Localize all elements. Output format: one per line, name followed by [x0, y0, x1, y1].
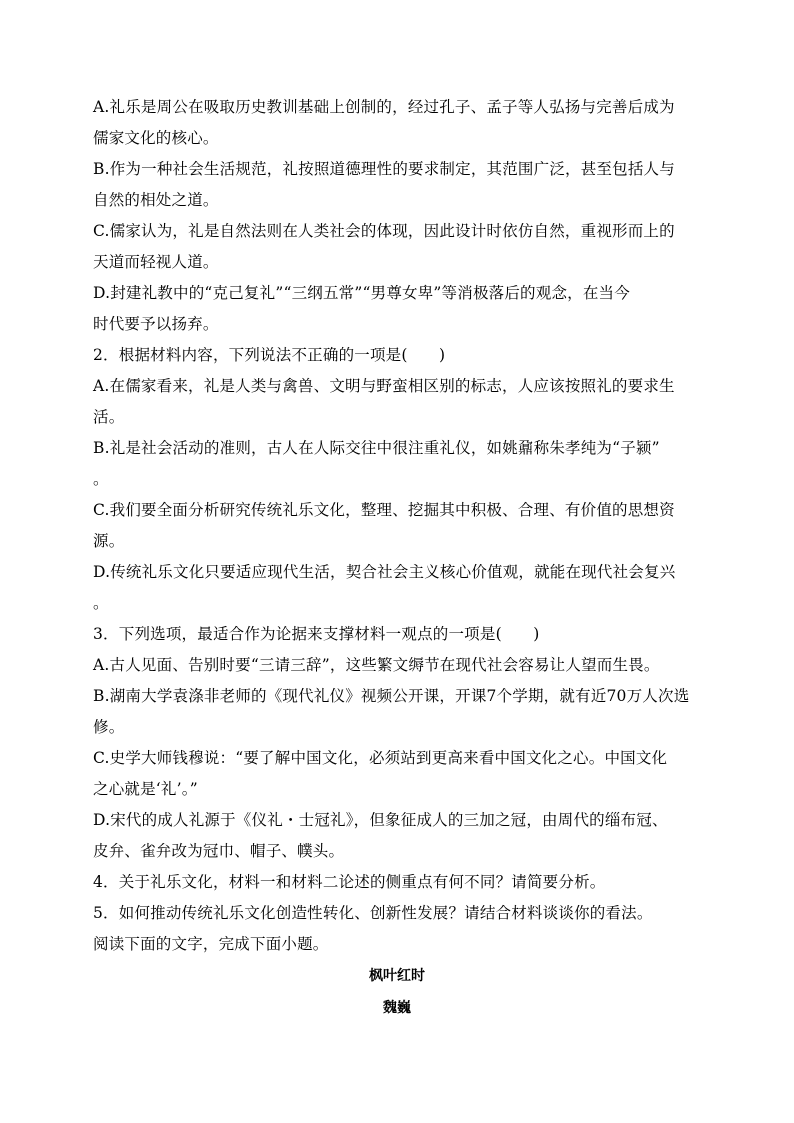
question-3-stem: 3．下列选项，最适合作为论据来支撑材料一观点的一项是( ): [93, 625, 540, 643]
text-line: A.礼乐是周公在吸取历史教训基础上创制的，经过孔子、孟子等人弘扬与完善后成为: [93, 98, 675, 116]
text-line: C.我们要全面分析研究传统礼乐文化，整理、挖掘其中积极、合理、有价值的思想资: [93, 501, 675, 519]
article-title: 枫叶红时: [369, 968, 425, 984]
text-line: 儒家文化的核心。: [93, 129, 219, 147]
text-line: D.封建礼教中的“克己复礼”“三纲五常”“男尊女卑”等消极落后的观念，在当今: [93, 284, 630, 302]
text-line: 修。: [93, 718, 125, 736]
question-5: 5．如何推动传统礼乐文化创造性转化、创新性发展？请结合材料谈谈你的看法。: [93, 904, 653, 922]
text-line: B.作为一种社会生活规范，礼按照道德理性的要求制定，其范围广泛，甚至包括人与: [93, 160, 675, 178]
text-line: 源。: [93, 532, 125, 550]
question-2-stem: 2．根据材料内容，下列说法不正确的一项是( ): [93, 346, 446, 364]
text-line: 之心就是‘礼’。”: [93, 780, 198, 798]
text-line: 。: [93, 470, 109, 488]
text-line: C.儒家认为，礼是自然法则在人类社会的体现，因此设计时依仿自然，重视形而上的: [93, 222, 675, 240]
text-line: 皮弁、雀弁改为冠巾、帽子、幞头。: [93, 842, 345, 860]
question-4: 4．关于礼乐文化，材料一和材料二论述的侧重点有何不同？请简要分析。: [93, 873, 606, 891]
text-line: D.传统礼乐文化只要适应现代生活，契合社会主义核心价值观，就能在现代社会复兴: [93, 563, 676, 581]
reading-instruction: 阅读下面的文字，完成下面小题。: [93, 935, 329, 953]
text-line: B.礼是社会活动的准则，古人在人际交往中很注重礼仪，如姚鼐称朱孝纯为“子颍”: [93, 439, 660, 457]
text-line: B.湖南大学袁涤非老师的《现代礼仪》视频公开课，开课7个学期，就有近70万人次选: [93, 687, 690, 705]
text-line: D.宋代的成人礼源于《仪礼・士冠礼》，但象征成人的三加之冠，由周代的缁布冠、: [93, 811, 668, 829]
text-line: 时代要予以扬弃。: [93, 315, 219, 333]
text-line: 自然的相处之道。: [93, 191, 219, 209]
text-line: A.在儒家看来，礼是人类与禽兽、文明与野蛮相区别的标志，人应该按照礼的要求生: [93, 377, 675, 395]
text-line: 天道而轻视人道。: [93, 253, 219, 271]
text-line: 活。: [93, 408, 125, 426]
article-author: 魏巍: [383, 1000, 411, 1016]
text-line: 。: [93, 594, 109, 612]
question-text-block: [93, 92, 703, 960]
text-line: C.史学大师钱穆说：“要了解中国文化，必须站到更高来看中国文化之心。中国文化: [93, 749, 668, 767]
text-line: A.古人见面、告别时要“三请三辞”，这些繁文缛节在现代社会容易让人望而生畏。: [93, 656, 660, 674]
